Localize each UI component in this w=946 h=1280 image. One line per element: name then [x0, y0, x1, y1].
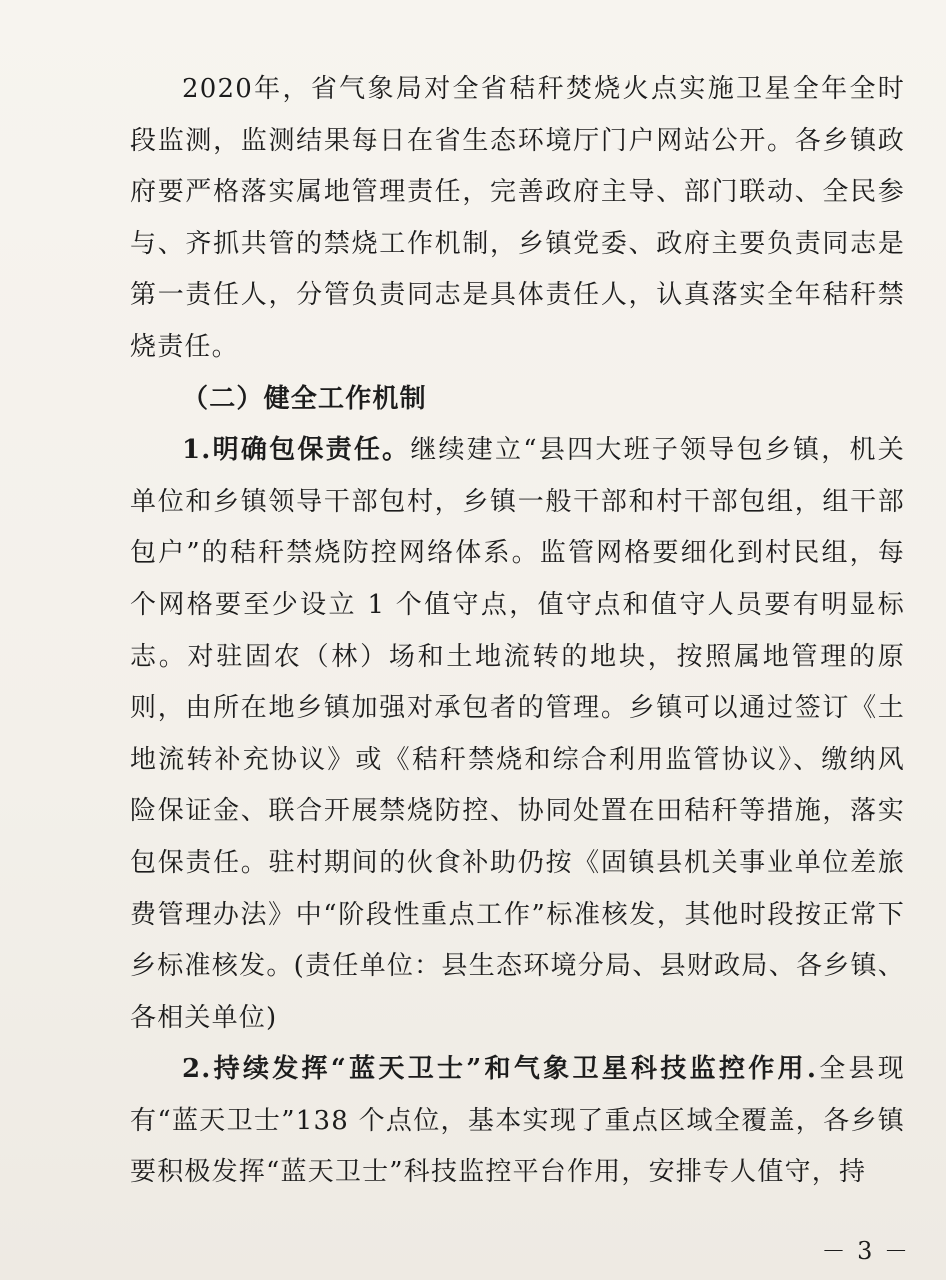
paragraph-item-2 — [130, 1044, 905, 1199]
item-2-text: 全县现有“蓝天卫士”138 个点位，基本实现了重点区域全覆盖，各乡镇要积极发挥“蓝天卫士”科技监控平台作用，安排专人值守，持 — [130, 1054, 905, 1188]
item-1-lead: 1.明确包保责任。 — [182, 435, 411, 466]
page-number: － 3 － — [821, 1237, 910, 1265]
paragraph-item-1 — [130, 425, 905, 1044]
document-body — [130, 64, 905, 1199]
paragraph-monitoring: 2020年，省气象局对全省秸秆焚烧火点实施卫星全年全时段监测，监测结果每日在省生态环境厅门户网站公开。各乡镇政府要严格落实属地管理责任，完善政府主导、部门联动、全民参与、齐抓共管的禁烧工作机制，乡镇党委、政府主要负责同志是第一责任人，分管负责同志是具体责任人，认真落实全年秸秆禁烧责任。 — [130, 74, 905, 362]
item-1-text: 继续建立“县四大班子领导包乡镇，机关单位和乡镇领导干部包村，乡镇一般干部和村干部包组，组干部包户”的秸秆禁烧防控网络体系。监管网格要细化到村民组，每个网格要至少设立 1 个值守点，值守点和值守人员要有明显标志。对驻固农（林）场和土地流转的地块，按照属地管理的原则，由所在地乡镇加强对承包者的管理。乡镇可以通过签订《土地流转补充协议》或《秸秆禁烧和综合利用监管协议》、缴纳风险保证金、联合开展禁烧防控、协同处置在田秸秆等措施，落实包保责任。驻村期间的伙食补助仍按《固镇县机关事业单位差旅费管理办法》中“阶段性重点工作”标准核发，其他时段按正常下乡标准核发。(责任单位：县生态环境分局、县财政局、各乡镇、各相关单位) — [130, 435, 905, 1033]
section-heading: （二）健全工作机制 — [182, 383, 427, 414]
item-2-lead: 2.持续发挥“蓝天卫士”和气象卫星科技监控作用. — [182, 1054, 818, 1085]
